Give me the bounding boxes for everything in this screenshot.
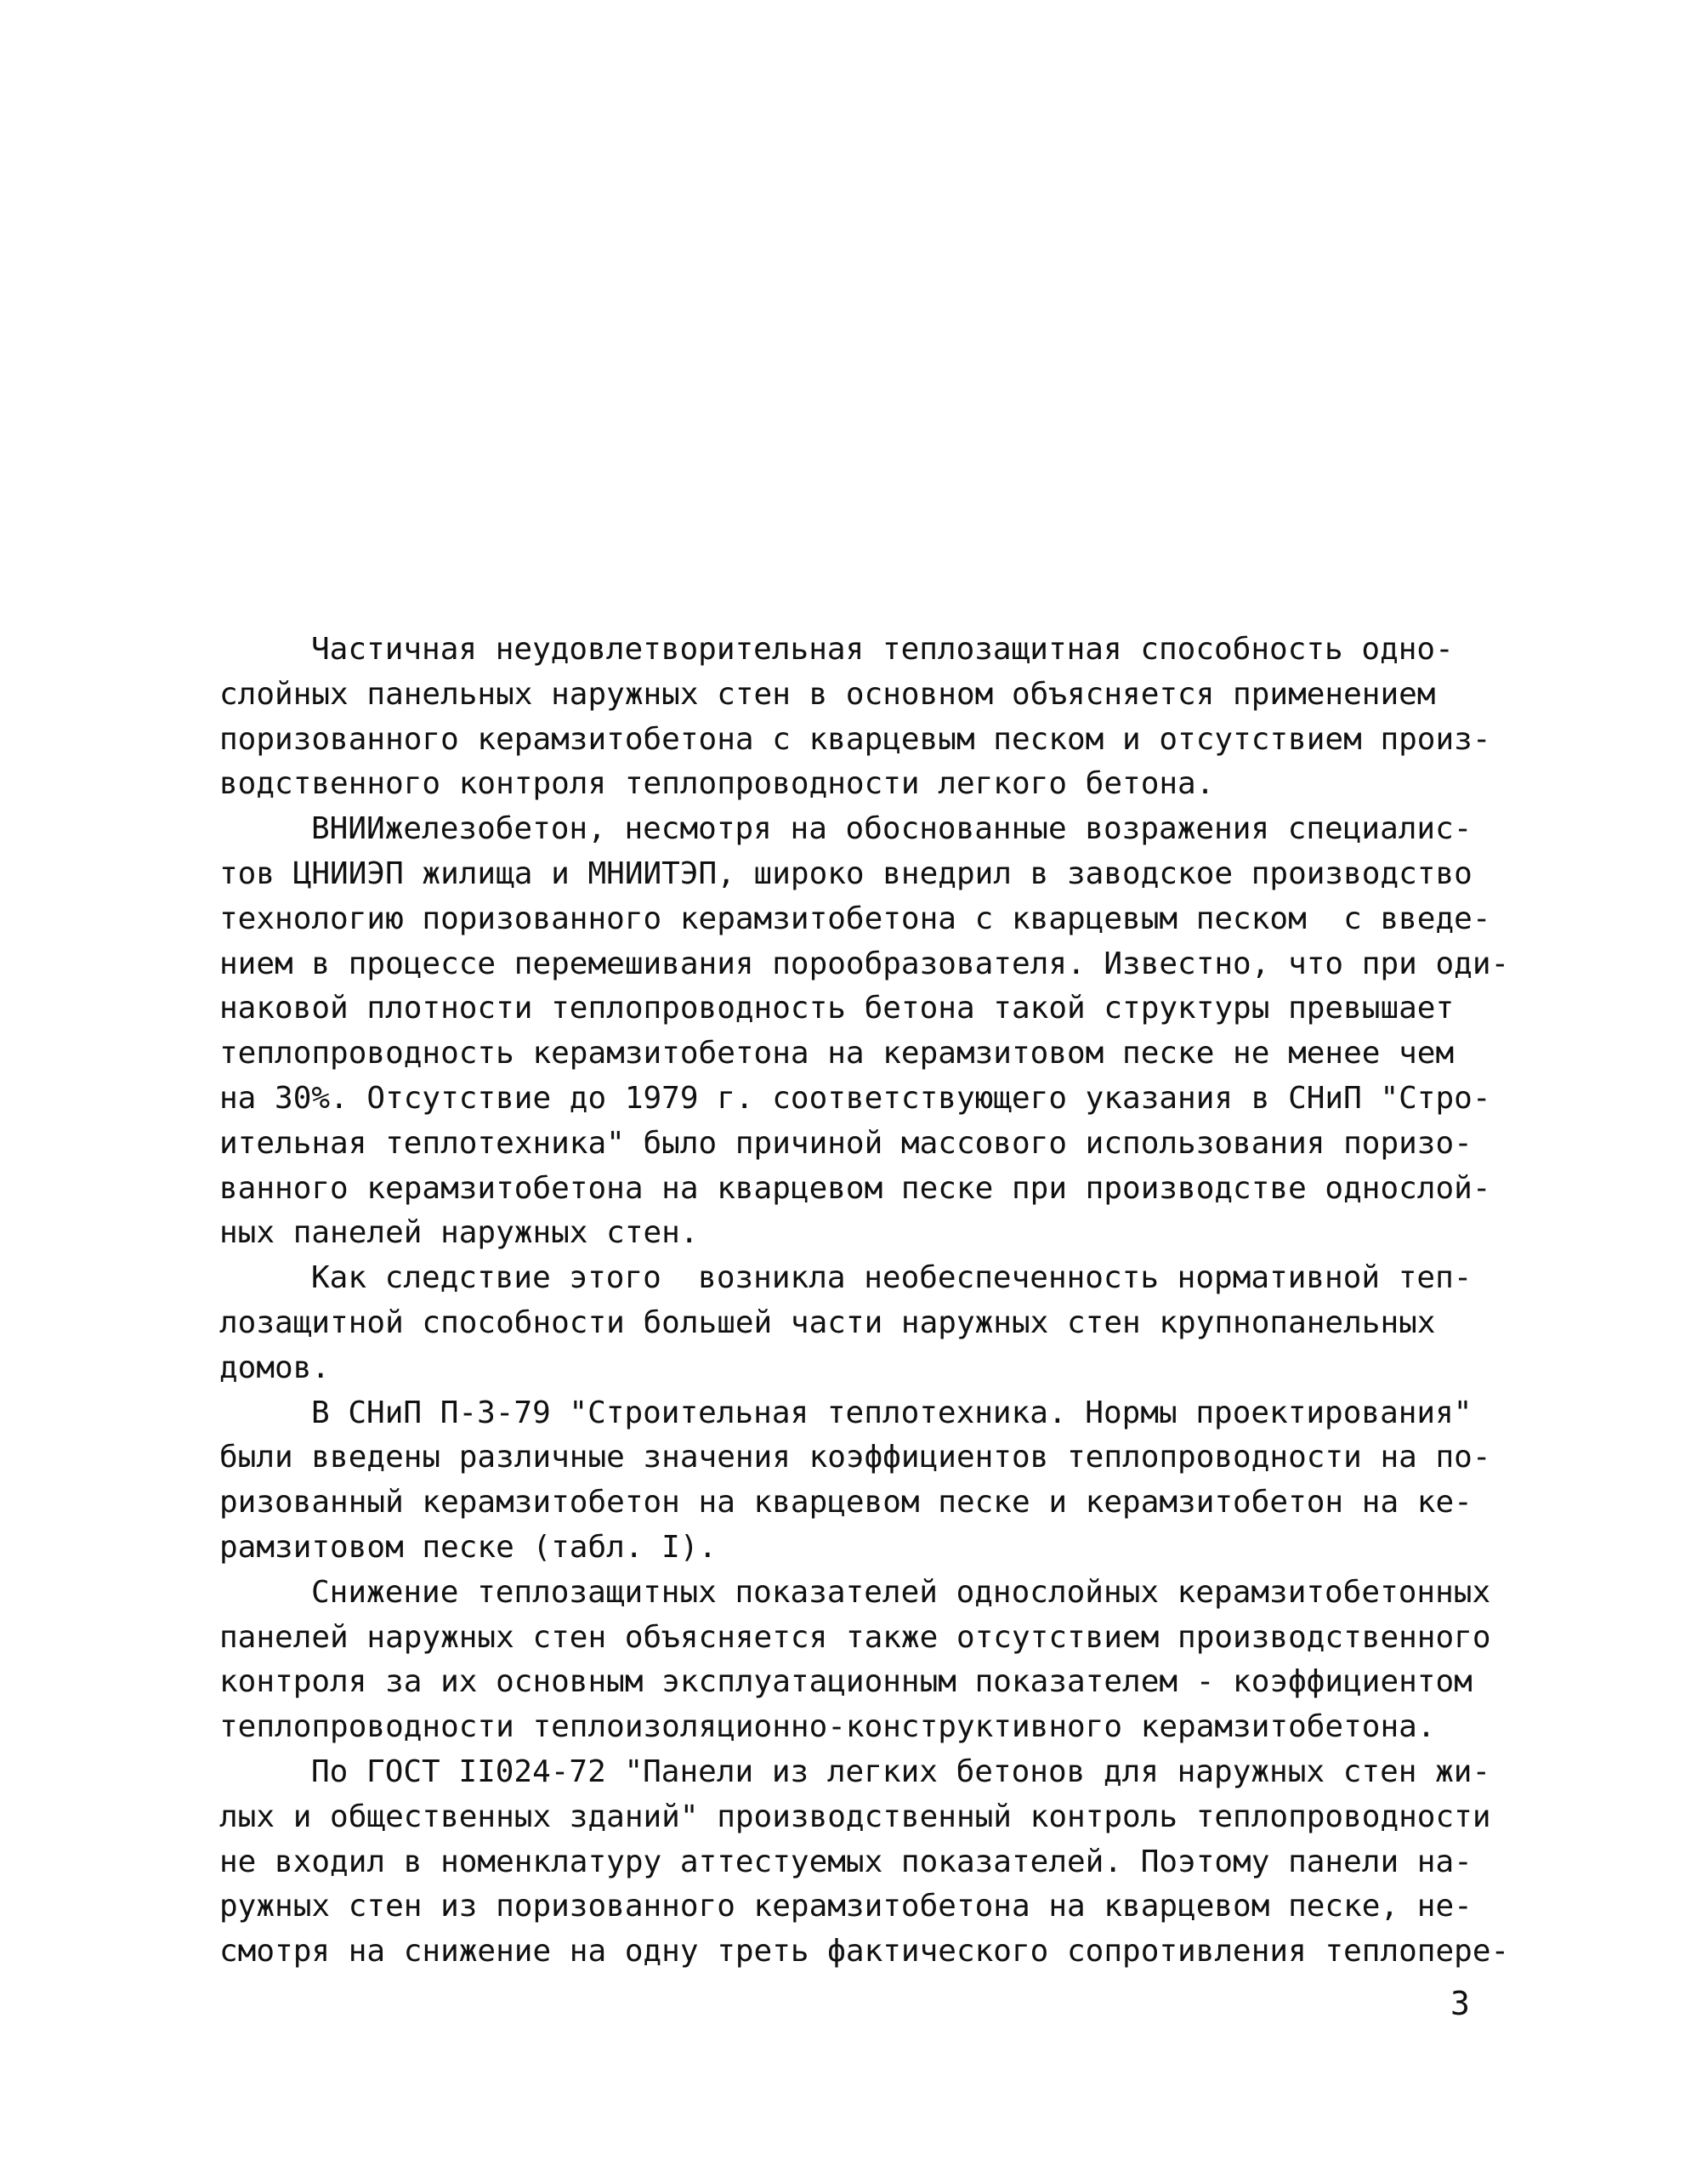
text-line: ных панелей наружных стен. bbox=[219, 1215, 699, 1251]
text-line: Частичная неудовлетворительная теплозащитная способность одно- bbox=[311, 632, 1454, 667]
paragraph-2 bbox=[219, 807, 1512, 1256]
text-line: слойных панельных наружных стен в основном объясняется применением bbox=[219, 676, 1436, 712]
text-line: поризованного керамзитобетона с кварцевым песком и отсутствием произ- bbox=[219, 721, 1491, 757]
text-line: водственного контроля теплопроводности легкого бетона. bbox=[219, 766, 1215, 802]
paragraph-5 bbox=[219, 1571, 1512, 1750]
paragraph-3 bbox=[219, 1256, 1512, 1390]
text-line: не входил в номенклатуру аттестуемых показателей. Поэтому панели на- bbox=[219, 1844, 1473, 1879]
text-line: ВНИИжелезобетон, несмотря на обоснованные возражения специалис- bbox=[311, 811, 1473, 847]
text-line: По ГОСТ II024-72 "Панели из легких бетонов для наружных стен жи- bbox=[311, 1754, 1491, 1789]
text-line: на 30%. Отсутствие до 1979 г. соответствующего указания в СНиП "Стро- bbox=[219, 1080, 1491, 1116]
text-line: рамзитовом песке (табл. I). bbox=[219, 1529, 718, 1565]
text-line: Как следствие этого возникла необеспеченность нормативной теп- bbox=[311, 1260, 1473, 1296]
paragraph-4 bbox=[219, 1391, 1512, 1571]
text-line: ванного керамзитобетона на кварцевом песке при производстве однослой- bbox=[219, 1170, 1491, 1206]
text-line: ружных стен из поризованного керамзитобетона на кварцевом песке, не- bbox=[219, 1889, 1473, 1924]
text-line: панелей наружных стен объясняется также отсутствием производственного bbox=[219, 1619, 1491, 1655]
text-line: технологию поризованного керамзитобетона с кварцевым песком с введе- bbox=[219, 901, 1491, 936]
text-line: тов ЦНИИЭП жилища и МНИИТЭП, широко внедрил в заводское производство bbox=[219, 855, 1473, 891]
text-line: были введены различные значения коэффициентов теплопроводности на по- bbox=[219, 1440, 1491, 1475]
text-line: нием в процессе перемешивания порообразователя. Известно, что при оди- bbox=[219, 946, 1510, 981]
text-line: ительная теплотехника" было причиной массового использования поризо- bbox=[219, 1125, 1473, 1161]
text-line: контроля за их основным эксплуатационным показателем - коэффициентом bbox=[219, 1664, 1473, 1700]
text-line: теплопроводности теплоизоляционно-конструктивного керамзитобетона. bbox=[219, 1709, 1436, 1745]
text-line: ризованный керамзитобетон на кварцевом песке и керамзитобетон на ке- bbox=[219, 1485, 1473, 1521]
paragraph-1 bbox=[219, 628, 1512, 807]
text-line: В СНиП П-3-79 "Строительная теплотехника. Нормы проектирования" bbox=[311, 1395, 1473, 1430]
text-line: домов. bbox=[219, 1350, 331, 1385]
paragraph-6 bbox=[219, 1750, 1512, 1975]
body-text bbox=[219, 628, 1512, 1975]
text-line: лых и общественных зданий" производственный контроль теплопроводности bbox=[219, 1799, 1491, 1834]
text-line: наковой плотности теплопроводность бетона такой структуры превышает bbox=[219, 991, 1455, 1026]
text-line: смотря на снижение на одну треть фактического сопротивления теплопере- bbox=[219, 1934, 1510, 1970]
text-line: теплопроводность керамзитобетона на керамзитовом песке не менее чем bbox=[219, 1036, 1455, 1071]
page-number: 3 bbox=[1450, 1985, 1470, 2022]
text-line: Снижение теплозащитных показателей однослойных керамзитобетонных bbox=[311, 1574, 1491, 1610]
text-line: лозащитной способности большей части наружных стен крупнопанельных bbox=[219, 1305, 1436, 1340]
